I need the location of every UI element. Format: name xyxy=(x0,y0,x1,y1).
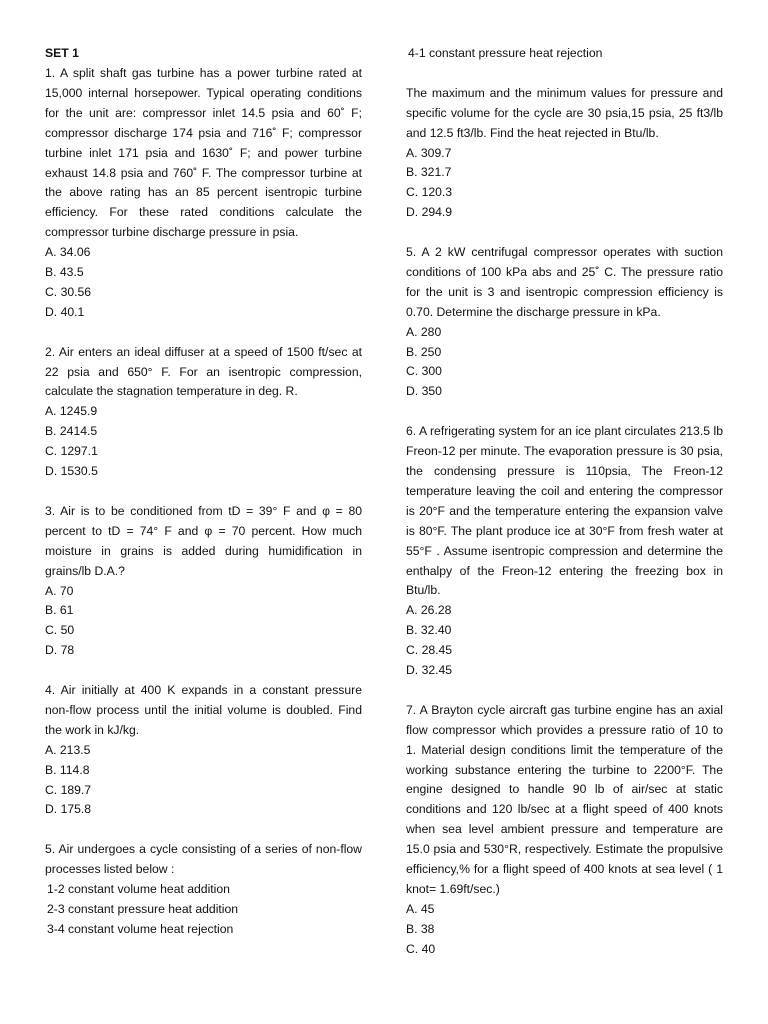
option-d: D. 1530.5 xyxy=(45,464,98,479)
question-4 xyxy=(45,681,362,820)
process-step: 3-4 constant volume heat rejection xyxy=(47,921,234,936)
option-a: A. 26.28 xyxy=(406,603,452,618)
option-a: A. 309.7 xyxy=(406,145,452,160)
process-step: 4-1 constant pressure heat rejection xyxy=(408,46,603,60)
option-c: C. 30.56 xyxy=(45,284,92,299)
option-b: B. 321.7 xyxy=(406,165,452,180)
question-text: 1. A split shaft gas turbine has a power turbine rated at 15,000 internal horsepower. Typical operating conditions for the unit are: compressor inlet 14.5 psia and 60˚ F; compressor discharge 174 psia and 716˚ F; compressor turbine inlet 171 psia and 1630˚ F; and power turbine exhaust 14.8 psia and 760˚ F. The compressor turbine at the above rating has an 85 percent isentropic turbine efficiency. For these rated conditions calculate the compressor turbine discharge pressure in psia. xyxy=(45,66,362,240)
option-a: A. 280 xyxy=(406,324,442,339)
option-d: D. 350 xyxy=(406,384,442,399)
option-a: A. 34.06 xyxy=(45,245,91,260)
option-d: D. 175.8 xyxy=(45,802,92,817)
process-step: 1-2 constant volume heat addition xyxy=(47,882,230,897)
option-b: B. 32.40 xyxy=(406,623,452,638)
option-c: C. 1297.1 xyxy=(45,444,98,459)
option-b: B. 61 xyxy=(45,603,74,618)
option-b: B. 43.5 xyxy=(45,265,84,280)
option-d: D. 294.9 xyxy=(406,205,453,220)
option-c: C. 28.45 xyxy=(406,643,453,658)
option-a: A. 45 xyxy=(406,901,435,916)
option-d: D. 40.1 xyxy=(45,304,85,319)
right-column xyxy=(406,44,723,960)
question-5a-continued xyxy=(406,44,723,223)
option-c: C. 40 xyxy=(406,941,436,956)
question-text: 5. Air undergoes a cycle consisting of a series of non-flow processes listed below : xyxy=(45,842,362,877)
option-a: A. 70 xyxy=(45,583,74,598)
question-2 xyxy=(45,343,362,482)
question-text: 4. Air initially at 400 K expands in a constant pressure non-flow process until the initial volume is doubled. Find the work in kJ/kg. xyxy=(45,683,362,737)
question-text: 2. Air enters an ideal diffuser at a speed of 1500 ft/sec at 22 psia and 650° F. For an isentropic compression, calculate the stagnation temperature in deg. R. xyxy=(45,344,362,399)
question-3 xyxy=(45,502,362,661)
set-title: SET 1 xyxy=(45,46,79,60)
question-text: 7. A Brayton cycle aircraft gas turbine engine has an axial flow compressor which provides a pressure ratio of 10 to 1. Material design conditions limit the temperature of the working substance entering the turbine to 2200°F. The engine designed to handle 90 lb of air/sec at static conditions and 120 lb/sec at a flight speed of 400 knots when sea level ambient pressure and temperature are 15.0 psia and 530°R, respectively. Estimate the propulsive efficiency,% for a flight speed of 400 knots at sea level ( 1 knot= 1.69ft/sec.) xyxy=(406,702,723,896)
option-b: B. 2414.5 xyxy=(45,424,98,439)
question-text: 6. A refrigerating system for an ice plant circulates 213.5 lb Freon-12 per minute. The evaporation pressure is 30 psia, the condensing pressure is 110psia, The Freon-12 temperature leaving the coil and entering the compressor is 20°F and the temperature entering the expansion valve is 80°F. The plant produce ice at 30°F from fresh water at 55°F . Assume isentropic compression and determine the enthalpy of the Freon-12 entering the freezing box in Btu/lb. xyxy=(406,424,723,598)
option-a: A. 1245.9 xyxy=(45,404,98,419)
question-6 xyxy=(406,422,723,681)
left-column xyxy=(45,44,362,940)
option-c: C. 300 xyxy=(406,364,442,379)
process-step: 2-3 constant pressure heat addition xyxy=(47,902,239,916)
option-b: B. 250 xyxy=(406,344,442,359)
option-b: B. 114.8 xyxy=(45,762,90,777)
question-5a xyxy=(45,840,362,940)
option-c: C. 189.7 xyxy=(45,782,92,797)
question-text: The maximum and the minimum values for pressure and specific volume for the cycle are 30 psia,15 psia, 25 ft3/lb and 12.5 ft3/lb. Find the heat rejected in Btu/lb. xyxy=(406,85,723,140)
question-1 xyxy=(45,64,362,323)
option-d: D. 78 xyxy=(45,643,75,658)
option-b: B. 38 xyxy=(406,921,435,936)
option-c: C. 50 xyxy=(45,623,75,638)
question-text: 3. Air is to be conditioned from tD = 39° F and φ = 80 percent to tD = 74° F and φ = 70 percent. How much moisture in grains is added during humidification in grains/lb D.A.? xyxy=(45,503,362,578)
question-text: 5. A 2 kW centrifugal compressor operates with suction conditions of 100 kPa abs and 25˚ C. The pressure ratio for the unit is 3 and isentropic compression efficiency is 0.70. Determine the discharge pressure in kPa. xyxy=(406,245,723,319)
option-d: D. 32.45 xyxy=(406,663,453,678)
question-5b xyxy=(406,243,723,402)
option-a: A. 213.5 xyxy=(45,742,91,757)
question-7 xyxy=(406,701,723,960)
option-c: C. 120.3 xyxy=(406,185,453,200)
